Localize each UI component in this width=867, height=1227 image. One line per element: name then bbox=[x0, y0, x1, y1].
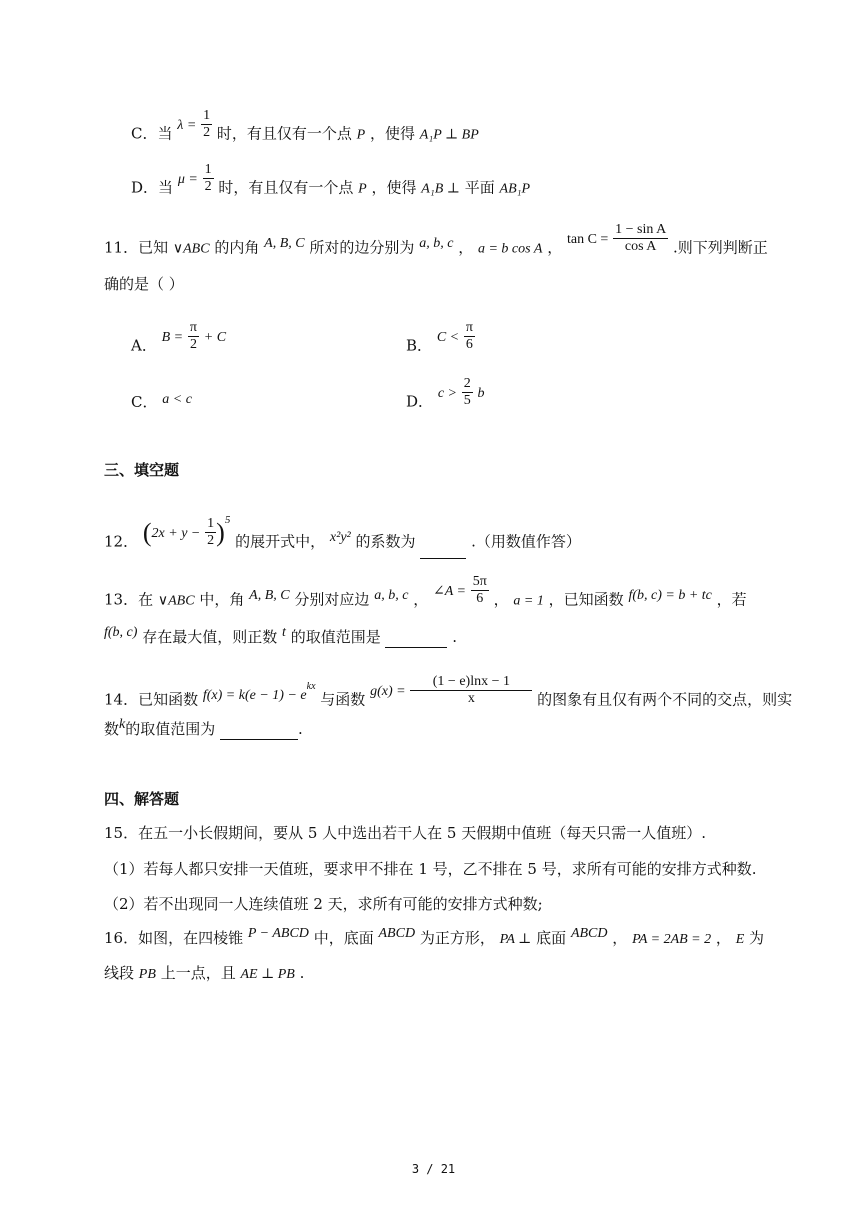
fraction-num: 2 bbox=[463, 376, 471, 391]
function-g: g(x) = bbox=[370, 683, 406, 699]
question-16-line1 bbox=[104, 926, 765, 949]
function-f: f(b, c) bbox=[104, 625, 138, 640]
tan-c: tan C = bbox=[566, 231, 609, 247]
option-c bbox=[131, 108, 479, 151]
question-12 bbox=[104, 513, 581, 559]
q14-text: 的图象有且仅有两个不同的交点，则实 bbox=[537, 690, 793, 709]
answer-blank[interactable] bbox=[385, 633, 447, 648]
point-p: P bbox=[356, 127, 366, 143]
option-a-expr: B = bbox=[161, 329, 184, 345]
fraction bbox=[464, 320, 475, 353]
fraction bbox=[462, 376, 473, 409]
option-d-text2: ，使得 bbox=[371, 178, 417, 197]
tan-den: cos A bbox=[624, 239, 657, 254]
binomial-expr: 2x + y − bbox=[151, 525, 201, 541]
variable-k: k bbox=[119, 717, 126, 732]
section-answer-heading: 四、解答题 bbox=[104, 790, 180, 808]
answer-blank[interactable] bbox=[420, 544, 466, 559]
option-d-expr2: AB₁P bbox=[499, 181, 531, 197]
q11-text: .则下列判断正 bbox=[672, 238, 768, 257]
answer-blank[interactable] bbox=[220, 725, 298, 740]
q16-text: 线段 bbox=[104, 964, 135, 982]
q13-number: 13．在 bbox=[104, 590, 154, 609]
a-equals-1: a = 1 bbox=[513, 593, 544, 609]
q11-option-b bbox=[406, 320, 475, 363]
triangle-abc: ∨ABC bbox=[172, 241, 210, 257]
q12-text: .（用数值作答） bbox=[471, 532, 581, 551]
option-d-expr: c > bbox=[437, 385, 457, 401]
q11-option-d bbox=[406, 376, 485, 419]
fraction-num: π bbox=[465, 320, 473, 335]
function-f: f(x) = k(e − 1) − e bbox=[202, 687, 307, 703]
q11-text: 所对的边分别为 bbox=[309, 238, 415, 257]
fraction-den: 2 bbox=[204, 179, 212, 194]
angle-a: ∠A = bbox=[432, 583, 466, 599]
fraction bbox=[188, 320, 199, 353]
q13-text: ， bbox=[493, 590, 509, 609]
section-fill-in-blank-heading: 三、填空题 bbox=[104, 461, 180, 479]
pa-equals: PA = 2AB = 2 bbox=[632, 932, 712, 947]
fraction bbox=[471, 574, 489, 607]
option-b-expr: C < bbox=[436, 329, 460, 345]
q14-number: 14．已知函数 bbox=[104, 690, 199, 709]
option-a-tail: + C bbox=[203, 329, 227, 345]
fraction-den: 2 bbox=[203, 125, 211, 140]
q11-text: ， bbox=[547, 238, 563, 257]
fraction-den: 2 bbox=[207, 533, 215, 548]
question-16-line2 bbox=[104, 964, 304, 984]
mu-symbol: μ = bbox=[177, 171, 198, 187]
option-c-label: C．当 bbox=[131, 124, 173, 143]
q13-text: 分别对应边 bbox=[294, 590, 370, 609]
fraction-den: 6 bbox=[465, 337, 473, 352]
q16-text: 为 bbox=[749, 929, 765, 947]
question-15-part1: （1）若每人都只安排一天值班，要求甲不排在 1 号，乙不排在 5 号，求所有可能的安排方式种数. bbox=[104, 860, 757, 878]
fraction-half bbox=[203, 162, 214, 195]
q11-condition-1: a = b cos A bbox=[477, 241, 543, 257]
page-number: 3 / 21 bbox=[411, 1162, 456, 1176]
sides-abc: a, b, c bbox=[374, 587, 409, 603]
fraction-num: 1 bbox=[203, 108, 211, 123]
q11-text: 的内角 bbox=[214, 238, 260, 257]
fraction-num: π bbox=[189, 320, 197, 335]
point-p: P bbox=[358, 181, 367, 197]
question-13-line2 bbox=[104, 625, 458, 648]
option-label: C． bbox=[131, 393, 158, 411]
base-abcd: ABCD bbox=[570, 926, 608, 941]
option-c-expr: A₁P ⊥ BP bbox=[419, 127, 479, 143]
question-11-line2: 确的是（ ） bbox=[104, 275, 184, 293]
q12-text: 的系数为 bbox=[355, 532, 416, 551]
q16-text: 底面 bbox=[536, 929, 567, 947]
variable-t: t bbox=[282, 625, 286, 640]
segment-pb: PB bbox=[138, 967, 156, 982]
q11-text: ， bbox=[458, 238, 474, 257]
q16-text: 中，底面 bbox=[313, 929, 374, 947]
pa-perp: PA ⊥ bbox=[499, 932, 532, 947]
g-fraction bbox=[410, 674, 532, 707]
q13-text: ， bbox=[413, 590, 429, 609]
q12-number: 12． bbox=[104, 532, 139, 551]
q11-option-c bbox=[131, 393, 192, 413]
fraction-half bbox=[201, 108, 212, 141]
option-c-expr: a < c bbox=[162, 392, 192, 407]
q11-option-a bbox=[131, 320, 227, 363]
point-e: E bbox=[735, 932, 745, 947]
triangle-abc: ∨ABC bbox=[157, 593, 195, 609]
q16-text: ， bbox=[715, 929, 731, 947]
tan-num: 1 − sin A bbox=[615, 222, 667, 237]
fraction-num: (1 − e)lnx − 1 bbox=[410, 674, 532, 691]
q12-text: 的展开式中， bbox=[235, 532, 326, 551]
q16-text: . bbox=[299, 964, 305, 982]
q12-term: x²y² bbox=[329, 529, 351, 545]
q13-text: 的取值范围是 bbox=[290, 628, 381, 646]
option-label: B． bbox=[406, 336, 433, 355]
q11-number: 11．已知 bbox=[104, 238, 169, 257]
base-abcd: ABCD bbox=[378, 926, 416, 941]
angles-abc: A, B, C bbox=[249, 587, 290, 603]
q13-text: 中，角 bbox=[199, 590, 245, 609]
option-d-tail: b bbox=[477, 385, 485, 401]
option-d-expr: A₁B ⊥ bbox=[421, 181, 460, 197]
q12-binomial: (2x + y − $\frac{1}{2}$ )$^5$ bbox=[142, 513, 231, 548]
fraction-num: 1 bbox=[207, 516, 215, 531]
fraction-den: 6 bbox=[476, 591, 484, 606]
option-d-plane: 平面 bbox=[464, 178, 495, 197]
question-15-part2: （2）若不出现同一人连续值班 2 天，求所有可能的安排方式种数; bbox=[104, 895, 543, 913]
fraction bbox=[205, 516, 216, 549]
fraction-num: 1 bbox=[204, 162, 212, 177]
question-14-line2 bbox=[104, 717, 303, 740]
q16-text: ， bbox=[612, 929, 628, 947]
option-label: A． bbox=[131, 336, 157, 355]
q14-text: . bbox=[298, 720, 303, 738]
fraction-den: 5 bbox=[463, 393, 471, 408]
fraction-num: 5π bbox=[472, 574, 487, 589]
angles-abc: A, B, C bbox=[264, 235, 305, 251]
q14-text: 与函数 bbox=[320, 690, 366, 709]
lambda-symbol: λ = bbox=[177, 117, 197, 133]
ae-perp-pb: AE ⊥ PB bbox=[240, 967, 295, 982]
option-c-text2: ，使得 bbox=[369, 124, 415, 143]
option-d-label: D．当 bbox=[131, 178, 174, 197]
sides-abc: a, b, c bbox=[419, 235, 454, 251]
tan-fraction bbox=[613, 222, 668, 255]
function-f: f(b, c) = b + tc bbox=[628, 587, 712, 603]
q13-text: . bbox=[452, 628, 458, 646]
q13-text: ，若 bbox=[716, 590, 747, 609]
question-14-line1 bbox=[104, 674, 793, 717]
option-c-text: 时，有且仅有一个点 bbox=[216, 124, 352, 143]
q16-text: 为正方形， bbox=[419, 929, 495, 947]
q13-text: ，已知函数 bbox=[548, 590, 624, 609]
q14-text: 的取值范围为 bbox=[125, 720, 216, 738]
q16-number: 16．如图，在四棱锥 bbox=[104, 929, 244, 947]
exponent: 5 bbox=[224, 513, 231, 526]
question-11-line1 bbox=[104, 222, 768, 265]
exponent: kx bbox=[306, 680, 316, 692]
fraction-den: x bbox=[467, 691, 475, 706]
q14-text: 数 bbox=[104, 720, 120, 738]
q13-text: 存在最大值，则正数 bbox=[142, 628, 278, 646]
question-15-line1: 15．在五一小长假期间，要从 5 人中选出若干人在 5 天假期中值班（每天只需一人值班）. bbox=[104, 824, 707, 842]
fraction-den: 2 bbox=[189, 337, 197, 352]
option-d-text: 时，有且仅有一个点 bbox=[218, 178, 354, 197]
q16-text: 上一点，且 bbox=[160, 964, 236, 982]
option-label: D． bbox=[406, 392, 434, 411]
option-d bbox=[131, 162, 531, 205]
pyramid-name: P − ABCD bbox=[247, 926, 309, 941]
